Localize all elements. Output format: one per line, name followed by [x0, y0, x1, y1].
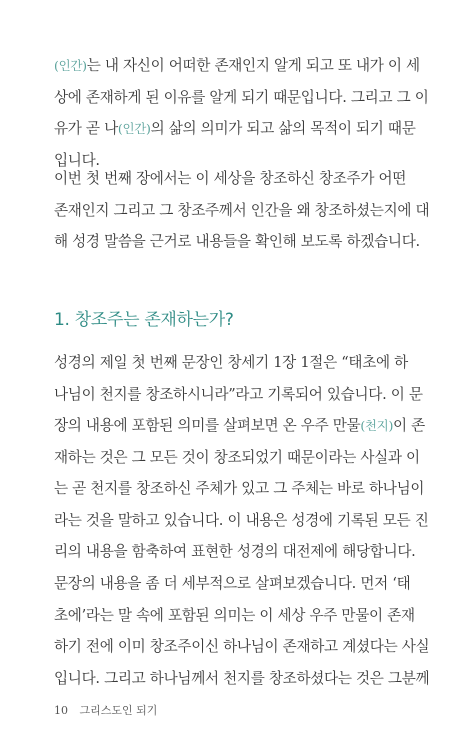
paragraph-4: [54, 568, 434, 694]
text-line: [54, 82, 434, 114]
line-text: 의 삶의 의미가 되고 삶의 목적이 되기 때문: [150, 120, 416, 137]
line-text: 나님이 천지를 창조하시니라”라고 기록되어 있습니다. 이 문: [54, 385, 423, 403]
page-number: 10: [54, 704, 68, 717]
line-text: 는 내 자신이 어떠한 존재인지 알게 되고 또 내가 이 세: [86, 57, 420, 74]
text-line: [54, 473, 434, 505]
text-line: [54, 536, 434, 568]
line-text: 입니다.: [54, 151, 100, 169]
hanja-gloss: (천지): [360, 418, 394, 433]
paragraph-3: [54, 347, 434, 568]
line-text: 문장의 내용을 좀 더 세부적으로 살펴보겠습니다. 먼저 ‘태: [54, 575, 411, 592]
text-line: [54, 50, 434, 82]
line-text: 는 곧 천지를 창조하신 주체가 있고 그 주체는 바로 하나님이: [54, 480, 425, 497]
text-line: [54, 226, 434, 258]
line-text: 초에’라는 말 속에 포함된 의미는 이 세상 우주 만물이 존재: [54, 606, 415, 624]
line-text: 리의 내용을 함축하여 표현한 성경의 대전제에 해당합니다.: [54, 543, 416, 560]
text-line: [54, 163, 434, 195]
running-title: 그리스도인 되기: [79, 704, 158, 717]
text-line: [54, 631, 434, 663]
line-text: 하기 전에 이미 창조주이신 하나님이 존재하고 계셨다는 사실: [54, 638, 430, 655]
text-line: [54, 663, 434, 695]
text-line: [54, 113, 434, 145]
line-text: 유가 곧 나: [54, 120, 118, 137]
line-text: 성경의 제일 첫 번째 문장인 창세기 1장 1절은 “태초에 하: [54, 354, 408, 371]
hanja-gloss: (인간): [54, 58, 87, 73]
hanja-gloss: (인간): [117, 121, 151, 136]
line-text: 이 존: [393, 417, 425, 434]
line-text: 해 성경 말씀을 근거로 내용들을 확인해 보도록 하겠습니다.: [54, 233, 420, 250]
line-text: 입니다. 그리고 하나님께서 천지를 창조하셨다는 것은 그분께: [54, 669, 430, 687]
text-line: [54, 505, 434, 537]
line-text: 존재인지 그리고 그 창조주께서 인간을 왜 창조하셨는지에 대: [54, 201, 430, 219]
paragraph-1: [54, 50, 434, 176]
line-text: 상에 존재하게 된 이유를 알게 되기 때문입니다. 그리고 그 이: [54, 88, 429, 106]
text-line: [54, 568, 434, 600]
text-line: [54, 347, 434, 379]
paragraph-2: [54, 163, 434, 258]
page-footer: [54, 702, 157, 718]
section-heading: 1. 창조주는 존재하는가?: [54, 310, 234, 330]
line-text: 장의 내용에 포함된 의미를 살펴보면 온 우주 만물: [54, 417, 361, 434]
line-text: 이번 첫 번째 장에서는 이 세상을 창조하신 창조주가 어떤: [54, 170, 407, 187]
text-line: [54, 600, 434, 632]
text-line: [54, 379, 434, 411]
text-line: [54, 442, 434, 474]
text-line: [54, 410, 434, 442]
line-text: 재하는 것은 그 모든 것이 창조되었기 때문이라는 사실과 이: [54, 448, 420, 466]
text-line: [54, 195, 434, 227]
line-text: 라는 것을 말하고 있습니다. 이 내용은 성경에 기록된 모든 진: [54, 511, 429, 529]
